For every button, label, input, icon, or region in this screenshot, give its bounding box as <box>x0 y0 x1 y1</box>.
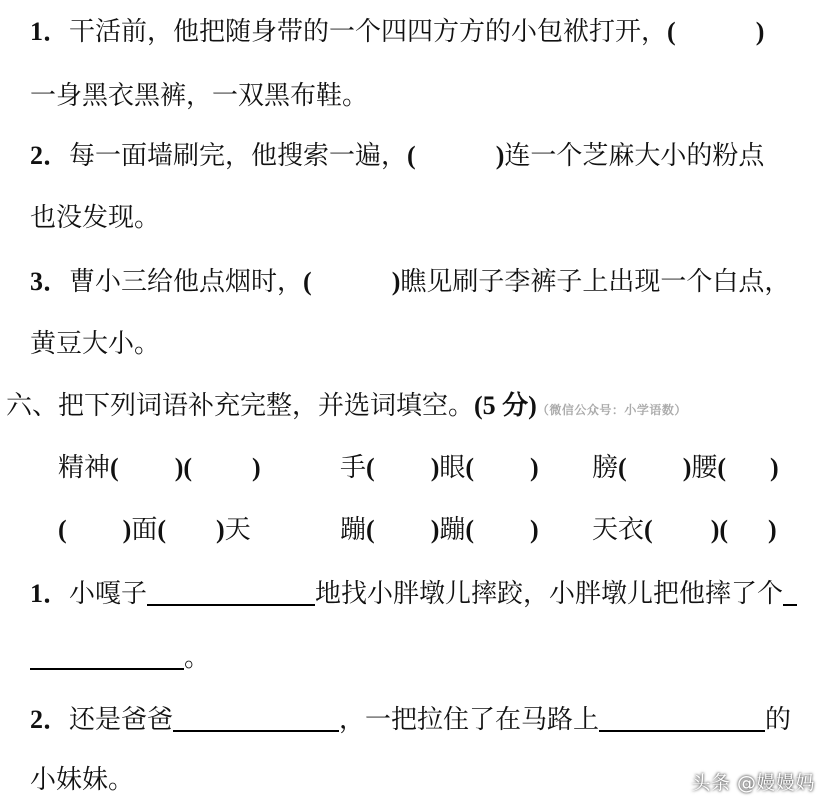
word-miantian: ( )面( )天 <box>58 515 251 545</box>
word-bengbeng: 蹦( )蹦( ) <box>340 515 539 545</box>
word-row-1 <box>58 450 818 490</box>
question-2: 2．每一面墙刷完，他搜索一遍，( )连一个芝麻大小的粉点 <box>30 141 765 171</box>
word-bangyao: 膀( )腰( ) <box>592 453 779 483</box>
word-row-2 <box>58 512 818 552</box>
answer-blank[interactable] <box>30 640 184 670</box>
question-1: 1．干活前，他把随身带的一个四四方方的小包袱打开，( ) <box>30 17 765 47</box>
watermark: 头条 @嫚嫚妈 <box>691 772 815 794</box>
question-3-continued: 黄豆大小。 <box>30 329 161 359</box>
fill-question-1: 1．小嘎子 地找小胖墩儿摔跤，小胖墩儿把他摔了个 <box>30 576 825 612</box>
word-shouyan: 手( )眼( ) <box>340 453 539 483</box>
section-6-heading: 六、把下列词语补充完整，并选词填空。(5 分)（微信公众号：小学语数） <box>6 391 687 421</box>
fill-question-2-continued: 小妹妹。 <box>30 765 135 795</box>
fill-question-1-continued: 。 <box>30 640 825 676</box>
answer-blank[interactable] <box>783 576 797 606</box>
answer-blank[interactable] <box>599 702 765 732</box>
answer-blank[interactable] <box>173 702 339 732</box>
word-tianyi: 天衣( )( ) <box>592 515 777 545</box>
fill-question-2: 2．还是爸爸 ，一把拉住了在马路上 的 <box>30 702 825 738</box>
word-jingshen: 精神( )( ) <box>58 453 261 483</box>
question-2-continued: 也没发现。 <box>30 203 161 233</box>
question-1-continued: 一身黑衣黑裤，一双黑布鞋。 <box>30 81 369 111</box>
answer-blank[interactable] <box>147 576 315 606</box>
question-3: 3．曹小三给他点烟时，( )瞧见刷子李裤子上出现一个白点， <box>30 267 791 297</box>
